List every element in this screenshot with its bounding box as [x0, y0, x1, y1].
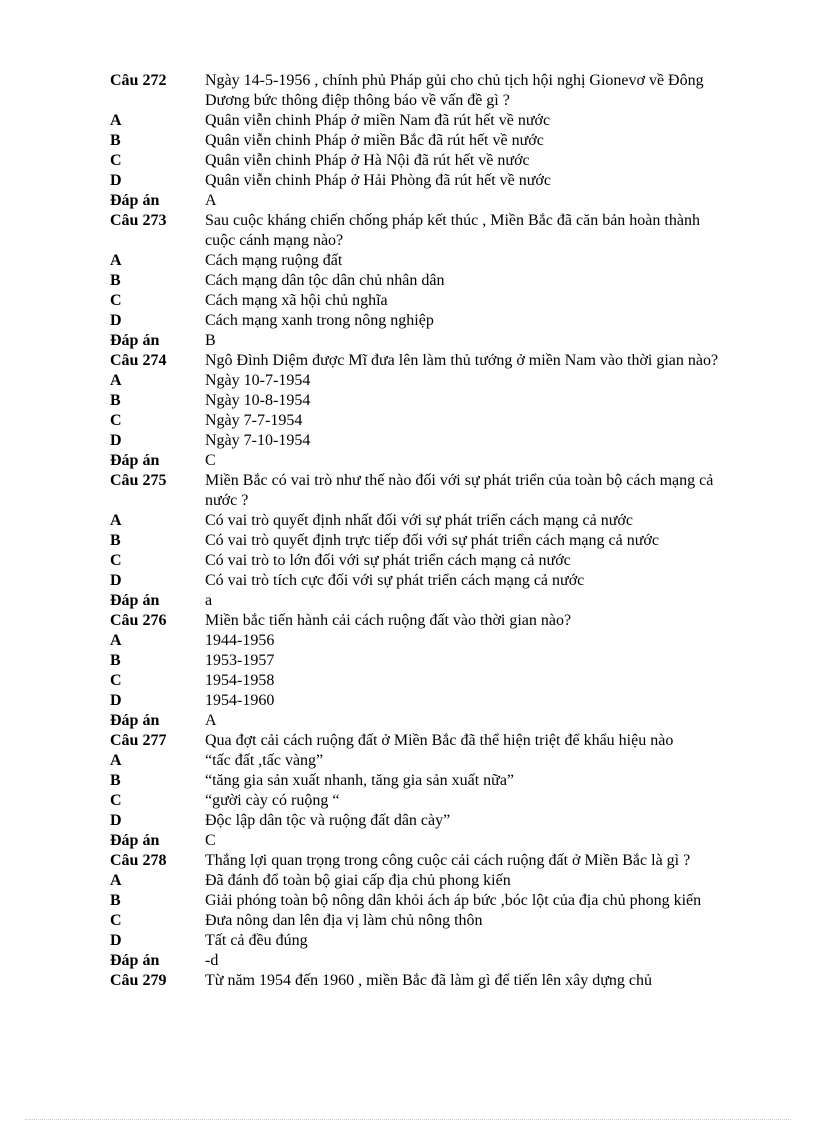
question-row-label: Câu 277 [110, 732, 167, 749]
option-row-text: Cách mạng dân tộc dân chủ nhân dân [205, 272, 445, 289]
question-row [110, 211, 730, 251]
option-row-label: C [110, 152, 122, 169]
option-row-text: Có vai trò to lớn đối với sự phát triển cách mạng cả nước [205, 552, 571, 569]
answer-row-text: C [205, 832, 216, 849]
option-row-text: Giải phóng toàn bộ nông dân khỏi ách áp bức ,bóc lột của địa chủ phong kiến [205, 892, 702, 909]
answer-row [110, 711, 730, 731]
option-row-label: D [110, 312, 122, 329]
question-row-label: Câu 273 [110, 212, 167, 229]
question-row-label: Câu 276 [110, 612, 167, 629]
question-row-text: Qua đợt cải cách ruộng đất ở Miền Bắc đã thể hiện triệt để khẩu hiệu nào [205, 732, 674, 749]
option-row [110, 631, 730, 651]
question-block [110, 471, 730, 611]
answer-row-label: Đáp án [110, 832, 160, 849]
question-block [110, 611, 730, 731]
option-row [110, 431, 730, 451]
option-row [110, 131, 730, 151]
option-row-label: B [110, 652, 121, 669]
question-row-label: Câu 272 [110, 72, 167, 89]
option-row [110, 691, 730, 711]
answer-row-text: B [205, 332, 216, 349]
answer-row-label: Đáp án [110, 332, 160, 349]
answer-row [110, 331, 730, 351]
answer-row [110, 191, 730, 211]
option-row-label: D [110, 932, 122, 949]
option-row-label: B [110, 532, 121, 549]
question-row [110, 971, 730, 991]
option-row-text: 1954-1960 [205, 692, 275, 709]
option-row-label: D [110, 692, 122, 709]
answer-row-text: C [205, 452, 216, 469]
option-row-text: Ngày 7-7-1954 [205, 412, 303, 429]
answer-row-text: A [205, 712, 217, 729]
option-row [110, 891, 730, 911]
question-row-text: Thắng lợi quan trọng trong công cuộc cải cách ruộng đất ở Miền Bắc là gì ? [205, 852, 691, 869]
answer-row [110, 451, 730, 471]
option-row [110, 291, 730, 311]
answer-row-text: a [205, 592, 213, 609]
option-row-label: B [110, 272, 121, 289]
option-row-text: Cách mạng ruộng đất [205, 252, 343, 269]
option-row-text: “gười cày có ruộng “ [205, 792, 340, 809]
option-row-label: C [110, 412, 122, 429]
option-row-label: A [110, 112, 122, 129]
option-row-text: 1953-1957 [205, 652, 275, 669]
option-row [110, 931, 730, 951]
option-row-label: C [110, 912, 122, 929]
option-row-label: B [110, 132, 121, 149]
option-row-text: Đã đánh đổ toàn bộ giai cấp địa chủ phong kiến [205, 872, 511, 889]
answer-row [110, 951, 730, 971]
option-row [110, 111, 730, 131]
option-row [110, 651, 730, 671]
option-row [110, 871, 730, 891]
option-row [110, 751, 730, 771]
question-row-label: Câu 275 [110, 472, 167, 489]
option-row-label: B [110, 772, 121, 789]
option-row-text: “tấc đất ,tấc vàng” [205, 752, 324, 769]
option-row-text: Độc lập dân tộc và ruộng đất dân cày” [205, 812, 451, 829]
option-row [110, 791, 730, 811]
question-block [110, 71, 730, 211]
question-row [110, 71, 730, 111]
answer-row-text: A [205, 192, 217, 209]
question-row-text: Ngày 14-5-1956 , chính phủ Pháp gủi cho chủ tịch hội nghị Gionevơ về Đông Dương bức thông điệp thông báo về vấn đề gì ? [205, 72, 704, 109]
option-row [110, 151, 730, 171]
option-row-text: Ngày 7-10-1954 [205, 432, 311, 449]
option-row [110, 371, 730, 391]
answer-row [110, 591, 730, 611]
option-row-text: Đưa nông dan lên địa vị làm chủ nông thôn [205, 912, 483, 929]
option-row-text: 1944-1956 [205, 632, 275, 649]
option-row-text: Quân viễn chinh Pháp ở miền Bắc đã rút hết về nước [205, 132, 544, 149]
option-row-text: Cách mạng xanh trong nông nghiệp [205, 312, 434, 329]
option-row-label: A [110, 632, 122, 649]
option-row-text: Tất cả đều đúng [205, 932, 308, 949]
option-row-label: A [110, 872, 122, 889]
option-row [110, 671, 730, 691]
question-row-label: Câu 274 [110, 352, 167, 369]
answer-row-label: Đáp án [110, 712, 160, 729]
page-bottom-divider [25, 1119, 791, 1120]
option-row [110, 551, 730, 571]
option-row [110, 771, 730, 791]
question-row-label: Câu 279 [110, 972, 167, 989]
option-row [110, 251, 730, 271]
question-block [110, 851, 730, 971]
option-row-text: Quân viễn chinh Pháp ở Hải Phòng đã rút hết về nước [205, 172, 551, 189]
option-row-label: B [110, 892, 121, 909]
option-row-text: Có vai trò quyết định trực tiếp đối với sự phát triển cách mạng cả nước [205, 532, 659, 549]
option-row-label: D [110, 572, 122, 589]
option-row-label: B [110, 392, 121, 409]
answer-row-text: -d [205, 952, 219, 969]
answer-row-label: Đáp án [110, 452, 160, 469]
option-row [110, 571, 730, 591]
option-row-text: Ngày 10-7-1954 [205, 372, 311, 389]
option-row [110, 911, 730, 931]
option-row-label: A [110, 372, 122, 389]
answer-row [110, 831, 730, 851]
option-row [110, 811, 730, 831]
option-row [110, 171, 730, 191]
option-row [110, 511, 730, 531]
question-list [110, 71, 730, 991]
answer-row-label: Đáp án [110, 952, 160, 969]
option-row-text: “tăng gia sản xuất nhanh, tăng gia sản xuất nữa” [205, 772, 515, 789]
option-row-text: Quân viễn chinh Pháp ở miền Nam đã rút hết về nước [205, 112, 551, 129]
answer-row-label: Đáp án [110, 192, 160, 209]
option-row [110, 531, 730, 551]
option-row-label: D [110, 172, 122, 189]
option-row-label: A [110, 512, 122, 529]
question-block [110, 731, 730, 851]
question-row-text: Sau cuộc kháng chiến chống pháp kết thúc , Miền Bắc đã căn bản hoàn thành cuộc cánh mạng nào? [205, 212, 700, 249]
option-row-text: Có vai trò tích cực đối với sự phát triển cách mạng cả nước [205, 572, 585, 589]
option-row-label: C [110, 552, 122, 569]
question-block [110, 351, 730, 471]
option-row-text: Cách mạng xã hội chủ nghĩa [205, 292, 388, 309]
question-block [110, 211, 730, 351]
option-row-label: C [110, 672, 122, 689]
option-row-label: A [110, 252, 122, 269]
question-row [110, 351, 730, 371]
option-row-label: D [110, 432, 122, 449]
question-row-text: Miền Bắc có vai trò như thế nào đối với sự phát triển của toàn bộ cách mạng cả nước ? [205, 472, 714, 509]
question-row [110, 851, 730, 871]
option-row-label: D [110, 812, 122, 829]
option-row-text: 1954-1958 [205, 672, 275, 689]
option-row-label: C [110, 292, 122, 309]
answer-row-label: Đáp án [110, 592, 160, 609]
question-row-label: Câu 278 [110, 852, 167, 869]
option-row-text: Quân viễn chinh Pháp ở Hà Nội đã rút hết về nước [205, 152, 530, 169]
option-row-text: Có vai trò quyết định nhất đối với sự phát triển cách mạng cả nước [205, 512, 633, 529]
option-row [110, 411, 730, 431]
question-row-text: Từ năm 1954 đến 1960 , miền Bắc đã làm gì để tiến lên xây dựng chủ [205, 972, 653, 989]
option-row [110, 391, 730, 411]
option-row [110, 271, 730, 291]
question-row [110, 731, 730, 751]
option-row-label: A [110, 752, 122, 769]
option-row-text: Ngày 10-8-1954 [205, 392, 311, 409]
question-row [110, 611, 730, 631]
question-row [110, 471, 730, 511]
question-row-text: Miền bắc tiến hành cải cách ruộng đất vào thời gian nào? [205, 612, 572, 629]
question-row-text: Ngô Đình Diệm được Mĩ đưa lên làm thủ tướng ở miền Nam vào thời gian nào? [205, 352, 719, 369]
option-row-label: C [110, 792, 122, 809]
option-row [110, 311, 730, 331]
